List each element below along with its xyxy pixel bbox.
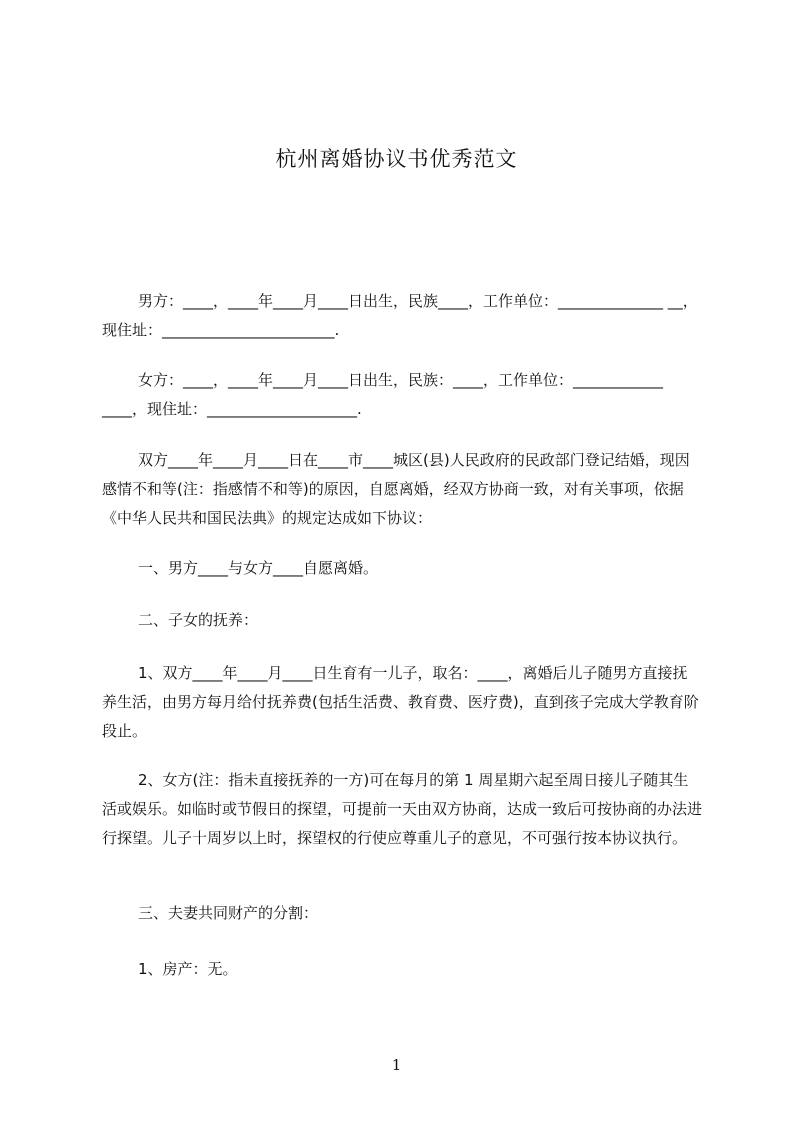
clause-3-heading: 三、夫妻共同财产的分割： [138,904,319,922]
paragraph-marriage-info: 双方____年____月____日在____市____城区(县)人民政府的民政部门登记结婚，现因感情不和等(注：指感情不和等)的原因，自愿离婚，经双方协商一致，对有关事项，依据《中华人民共和国民法典》的规定达成如下协议： [102,451,690,527]
paragraph-female-party: 女方：____，____年____月____日出生，民族：____，工作单位：____________ ____，现住址：____________________. [102,371,668,418]
clause-1-divorce: 一、男方____与女方____自愿离婚。 [138,559,379,577]
page-number: 1 [391,1056,402,1074]
document-title: 杭州离婚协议书优秀范文 [275,147,518,171]
clause-3-1-property: 1、房产：无。 [138,960,238,978]
clause-2-1-custody: 1、双方____年____月____日生育有一儿子，取名：____，离婚后儿子随男方直接抚养生活，由男方每月给付抚养费(包括生活费、教育费、医疗费)，直到孩子完成大学教育阶段止。 [102,664,699,740]
clause-2-heading: 二、子女的抚养： [138,611,259,629]
paragraph-male-party: 男方：____，____年____月____日出生，民族____，工作单位：______________ __，现住址：_______________________. [102,292,698,339]
clause-2-2-visitation: 2、女方(注：指未直接抚养的一方)可在每月的第 1 周星期六起至周日接儿子随其生活或娱乐。如临时或节假日的探望，可提前一天由双方协商，达成一致后可按协商的办法进行探望。儿子十周岁以上时，探望权的行使应尊重儿子的意见，不可强行按本协议执行。 [102,771,703,847]
